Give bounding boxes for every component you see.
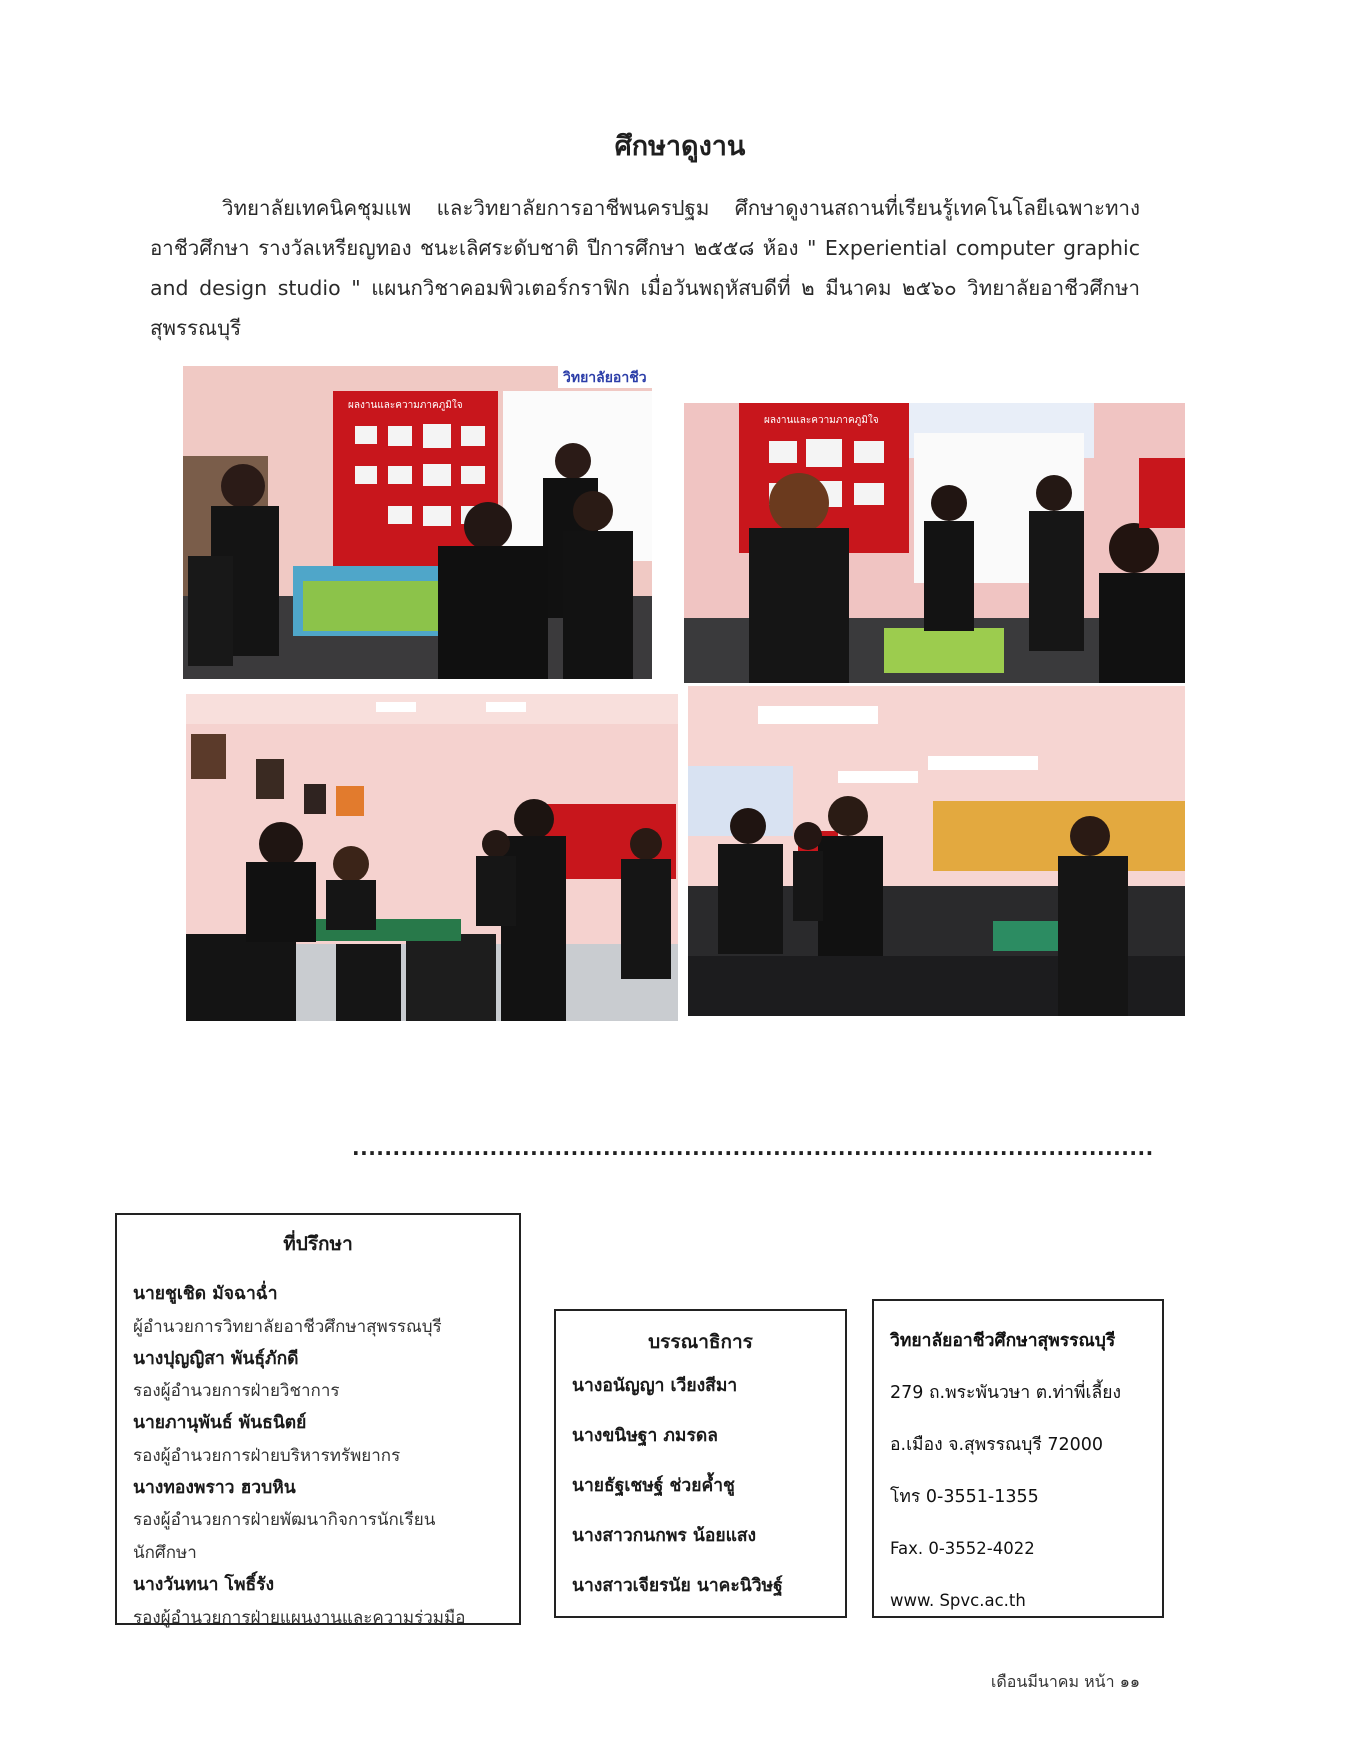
photo-1-sign-text: วิทยาลัยอาชีว bbox=[563, 370, 647, 386]
editors-heading: บรรณาธิการ bbox=[648, 1331, 753, 1353]
editors-box bbox=[554, 1309, 847, 1618]
page-footer: เดือนมีนาคม หน้า ๑๑ bbox=[990, 1672, 1140, 1691]
editor-name: นางสาวเจียรนัย นาคะนิวิษฐ์ bbox=[572, 1576, 783, 1596]
advisor-position: ผู้อำนวยการวิทยาลัยอาชีวศึกษาสุพรรณบุรี bbox=[133, 1316, 442, 1337]
advisor-position: รองผู้อำนวยการฝ่ายบริหารทรัพยากร bbox=[133, 1445, 401, 1466]
photo-visit-2 bbox=[684, 403, 1185, 683]
photo-1-board-text: ผลงานและความภาคภูมิใจ bbox=[348, 400, 463, 411]
contact-box bbox=[872, 1299, 1164, 1618]
photo-visit-3 bbox=[186, 694, 678, 1021]
advisor-name: นางวันทนา โพธิ์รัง bbox=[133, 1575, 275, 1595]
separator-dots: ................................................................................................... bbox=[352, 1136, 1154, 1160]
advisors-box bbox=[115, 1213, 521, 1628]
contact-org: วิทยาลัยอาชีวศึกษาสุพรรณบุรี bbox=[890, 1331, 1116, 1351]
advisor-name: นายภานุพันธ์ พันธนิตย์ bbox=[133, 1413, 307, 1433]
advisor-name: นายชูเชิด มัจฉาฉ่ำ bbox=[133, 1284, 278, 1304]
advisors-heading: ที่ปรึกษา bbox=[283, 1233, 353, 1255]
editor-name: นางสาวกนกพร น้อยแสง bbox=[572, 1526, 757, 1546]
editor-name: นางขนิษฐา ภมรดล bbox=[572, 1426, 718, 1446]
advisor-name: นางทองพราว ฮวบหิน bbox=[133, 1477, 296, 1498]
editor-name: นายธัฐเชษฐ์ ช่วยค้ำชู bbox=[572, 1476, 735, 1496]
photo-visit-1 bbox=[183, 366, 652, 679]
photo-2-board-text: ผลงานและความภาคภูมิใจ bbox=[764, 415, 879, 426]
advisor-position: รองผู้อำนวยการฝ่ายวิชาการ bbox=[133, 1381, 340, 1401]
contact-address-2: อ.เมือง จ.สุพรรณบุรี 72000 bbox=[890, 1435, 1104, 1455]
page-title: ศึกษาดูงาน bbox=[614, 131, 746, 162]
contact-fax: Fax. 0-3552-4022 bbox=[890, 1539, 1035, 1558]
contact-phone: โทร 0-3551-1355 bbox=[890, 1487, 1039, 1507]
contact-address-1: 279 ถ.พระพันวษา ต.ท่าพี่เลี้ยง bbox=[890, 1383, 1122, 1403]
intro-paragraph: วิทยาลัยเทคนิคชุมแพ และวิทยาลัยการอาชีพนครปฐม ศึกษาดูงานสถานที่เรียนรู้เทคโนโลยีเฉพาะทางอาชีวศึกษา รางวัลเหรียญทอง ชนะเลิศระดับชาติ ปีการศึกษา ๒๕๕๘ ห้อง " Experiential computer graphic and design studio " แผนกวิชาคอมพิวเตอร์กราฟิก เมื่อวันพฤหัสบดีที่ ๒ มีนาคม ๒๕๖๐ วิทยาลัยอาชีวศึกษาสุพรรณบุรี bbox=[150, 196, 1140, 340]
contact-website: www. Spvc.ac.th bbox=[890, 1591, 1026, 1610]
editor-name: นางอนัญญา เวียงสีมา bbox=[572, 1376, 738, 1396]
advisor-position: รองผู้อำนวยการฝ่ายแผนงานและความร่วมมือ bbox=[133, 1607, 466, 1628]
photo-visit-4 bbox=[688, 686, 1185, 1016]
advisor-position: รองผู้อำนวยการฝ่ายพัฒนากิจการนักเรียน นักศึกษา bbox=[133, 1510, 436, 1563]
advisor-name: นางปุญญิสา พันธุ์ภักดี bbox=[133, 1348, 299, 1369]
